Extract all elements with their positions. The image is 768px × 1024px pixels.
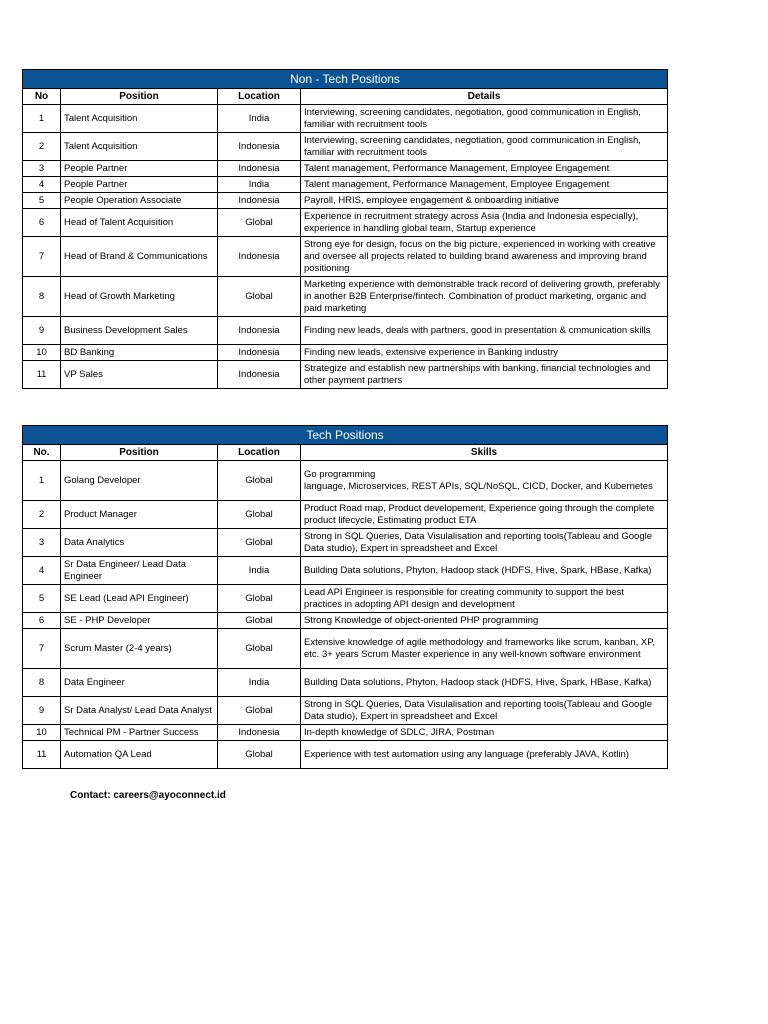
row-details: Finding new leads, deals with partners, good in presentation & cmmunication skills xyxy=(301,317,668,345)
contact-email: Contact: careers@ayoconnect.id xyxy=(70,790,226,801)
row-number: 9 xyxy=(23,317,61,345)
column-header-position: Position xyxy=(61,89,218,105)
row-position: Sr Data Analyst/ Lead Data Analyst xyxy=(61,697,218,725)
row-position: Head of Growth Marketing xyxy=(61,277,218,317)
row-details: Marketing experience with demonstrable track record of delivering growth, preferably in another B2B Enterprise/fintech. Combination of product marketing, organic and paid marketing xyxy=(301,277,668,317)
table-row xyxy=(23,501,668,529)
row-position: Scrum Master (2-4 years) xyxy=(61,629,218,669)
row-number: 4 xyxy=(23,177,61,193)
row-location: Global xyxy=(218,529,301,557)
row-details: Building Data solutions, Phyton, Hadoop stack (HDFS, Hive, Spark, HBase, Kafka) xyxy=(301,669,668,697)
table-row xyxy=(23,461,668,501)
row-position: People Partner xyxy=(61,177,218,193)
row-location: Indonesia xyxy=(218,345,301,361)
row-position: People Operation Associate xyxy=(61,193,218,209)
row-number: 10 xyxy=(23,345,61,361)
row-number: 7 xyxy=(23,237,61,277)
row-position: People Partner xyxy=(61,161,218,177)
row-location: India xyxy=(218,669,301,697)
row-location: Indonesia xyxy=(218,317,301,345)
row-number: 2 xyxy=(23,133,61,161)
column-header-location: Location xyxy=(218,89,301,105)
row-position: Product Manager xyxy=(61,501,218,529)
row-location: India xyxy=(218,177,301,193)
row-details: In-depth knowledge of SDLC, JIRA, Postman xyxy=(301,725,668,741)
table-row xyxy=(23,629,668,669)
row-number: 5 xyxy=(23,193,61,209)
row-position: Head of Brand & Communications xyxy=(61,237,218,277)
row-details: Strong in SQL Queries, Data Visulalisation and reporting tools(Tableau and Google Data studio), Expert in spreadsheet and Excel xyxy=(301,697,668,725)
row-details: Extensive knowledge of agile methodology and frameworks like scrum, kanban, XP, etc. 3+ years Scrum Master experience in any well-known software environment xyxy=(301,629,668,669)
row-number: 4 xyxy=(23,557,61,585)
table-row xyxy=(23,161,668,177)
row-location: Global xyxy=(218,629,301,669)
row-details: Talent management, Performance Management, Employee Engagement xyxy=(301,161,668,177)
row-details: Building Data solutions, Phyton, Hadoop stack (HDFS, Hive, Spark, HBase, Kafka) xyxy=(301,557,668,585)
table-row xyxy=(23,557,668,585)
row-location: Indonesia xyxy=(218,161,301,177)
row-location: Global xyxy=(218,697,301,725)
row-position: Automation QA Lead xyxy=(61,741,218,769)
row-number: 3 xyxy=(23,161,61,177)
column-header-details: Details xyxy=(301,89,668,105)
column-header-position: Position xyxy=(61,445,218,461)
tech-table-title: Tech Positions xyxy=(23,426,668,445)
tech-table-body xyxy=(23,461,668,769)
table-row xyxy=(23,741,668,769)
row-location: Indonesia xyxy=(218,133,301,161)
row-location: India xyxy=(218,557,301,585)
non-tech-table-body xyxy=(23,105,668,389)
table-row xyxy=(23,669,668,697)
table-row xyxy=(23,237,668,277)
table-row xyxy=(23,133,668,161)
table-row xyxy=(23,105,668,133)
row-position: Sr Data Engineer/ Lead Data Engineer xyxy=(61,557,218,585)
row-position: SE - PHP Developer xyxy=(61,613,218,629)
row-location: Global xyxy=(218,209,301,237)
row-location: Indonesia xyxy=(218,237,301,277)
row-location: Global xyxy=(218,461,301,501)
row-details: Strong Knowledge of object-oriented PHP programming xyxy=(301,613,668,629)
table-row xyxy=(23,725,668,741)
table-row xyxy=(23,613,668,629)
row-details: Experience with test automation using any language (preferably JAVA, Kotlin) xyxy=(301,741,668,769)
row-number: 8 xyxy=(23,277,61,317)
row-details: Strong in SQL Queries, Data Visulalisation and reporting tools(Tableau and Google Data studio), Expert in spreadsheet and Excel xyxy=(301,529,668,557)
row-number: 10 xyxy=(23,725,61,741)
row-number: 9 xyxy=(23,697,61,725)
table-row xyxy=(23,585,668,613)
row-location: Global xyxy=(218,277,301,317)
row-location: Global xyxy=(218,613,301,629)
row-number: 11 xyxy=(23,361,61,389)
non-tech-table-title: Non - Tech Positions xyxy=(23,70,668,89)
row-position: BD Banking xyxy=(61,345,218,361)
table-row xyxy=(23,209,668,237)
table-row xyxy=(23,529,668,557)
row-details: Payroll, HRIS, employee engagement & onboarding initiative xyxy=(301,193,668,209)
row-position: VP Sales xyxy=(61,361,218,389)
row-number: 6 xyxy=(23,613,61,629)
row-number: 8 xyxy=(23,669,61,697)
table-row xyxy=(23,345,668,361)
row-location: Indonesia xyxy=(218,725,301,741)
table-row xyxy=(23,177,668,193)
row-number: 1 xyxy=(23,105,61,133)
row-details: Finding new leads, extensive experience in Banking industry xyxy=(301,345,668,361)
row-location: Indonesia xyxy=(218,193,301,209)
column-header-no: No xyxy=(23,89,61,105)
row-details: Product Road map, Product developement, Experience going through the complete product lifecycle, Estimating product ETA xyxy=(301,501,668,529)
row-details: Experience in recruitment strategy across Asia (India and Indonesia especially), experience in handling global team, Startup experience xyxy=(301,209,668,237)
row-details: Strategize and establish new partnerships with banking, financial technologies and other payment partners xyxy=(301,361,668,389)
row-number: 11 xyxy=(23,741,61,769)
row-position: Business Development Sales xyxy=(61,317,218,345)
tech-positions-table xyxy=(22,425,668,769)
row-position: Talent Acquisition xyxy=(61,133,218,161)
row-details: Strong eye for design, focus on the big picture, experienced in working with creative and oversee all projects related to building brand awareness and improving brand positioning xyxy=(301,237,668,277)
row-position: Technical PM - Partner Success xyxy=(61,725,218,741)
row-number: 1 xyxy=(23,461,61,501)
row-details: Go programming language, Microservices, REST APIs, SQL/NoSQL, CICD, Docker, and Kubernetes xyxy=(301,461,668,501)
row-location: Indonesia xyxy=(218,361,301,389)
row-details: Lead API Engineer is responsible for creating community to support the best practices in adopting API design and development xyxy=(301,585,668,613)
row-number: 2 xyxy=(23,501,61,529)
row-details: Interviewing, screening candidates, negotiation, good communication in English, familiar with recruitment tools xyxy=(301,133,668,161)
row-details: Talent management, Performance Management, Employee Engagement xyxy=(301,177,668,193)
column-header-no: No. xyxy=(23,445,61,461)
row-position: Data Engineer xyxy=(61,669,218,697)
row-position: SE Lead (Lead API Engineer) xyxy=(61,585,218,613)
column-header-location: Location xyxy=(218,445,301,461)
table-row xyxy=(23,317,668,345)
row-location: Global xyxy=(218,501,301,529)
row-location: India xyxy=(218,105,301,133)
table-row xyxy=(23,361,668,389)
row-number: 5 xyxy=(23,585,61,613)
row-location: Global xyxy=(218,741,301,769)
column-header-skills: Skills xyxy=(301,445,668,461)
row-number: 7 xyxy=(23,629,61,669)
table-row xyxy=(23,277,668,317)
non-tech-positions-table xyxy=(22,69,668,389)
table-row xyxy=(23,193,668,209)
row-position: Talent Acquisition xyxy=(61,105,218,133)
row-number: 6 xyxy=(23,209,61,237)
row-position: Golang Developer xyxy=(61,461,218,501)
row-position: Head of Talent Acquisition xyxy=(61,209,218,237)
row-details: Interviewing, screening candidates, negotiation, good communication in English, familiar with recruitment tools xyxy=(301,105,668,133)
table-row xyxy=(23,697,668,725)
row-position: Data Analytics xyxy=(61,529,218,557)
row-number: 3 xyxy=(23,529,61,557)
row-location: Global xyxy=(218,585,301,613)
